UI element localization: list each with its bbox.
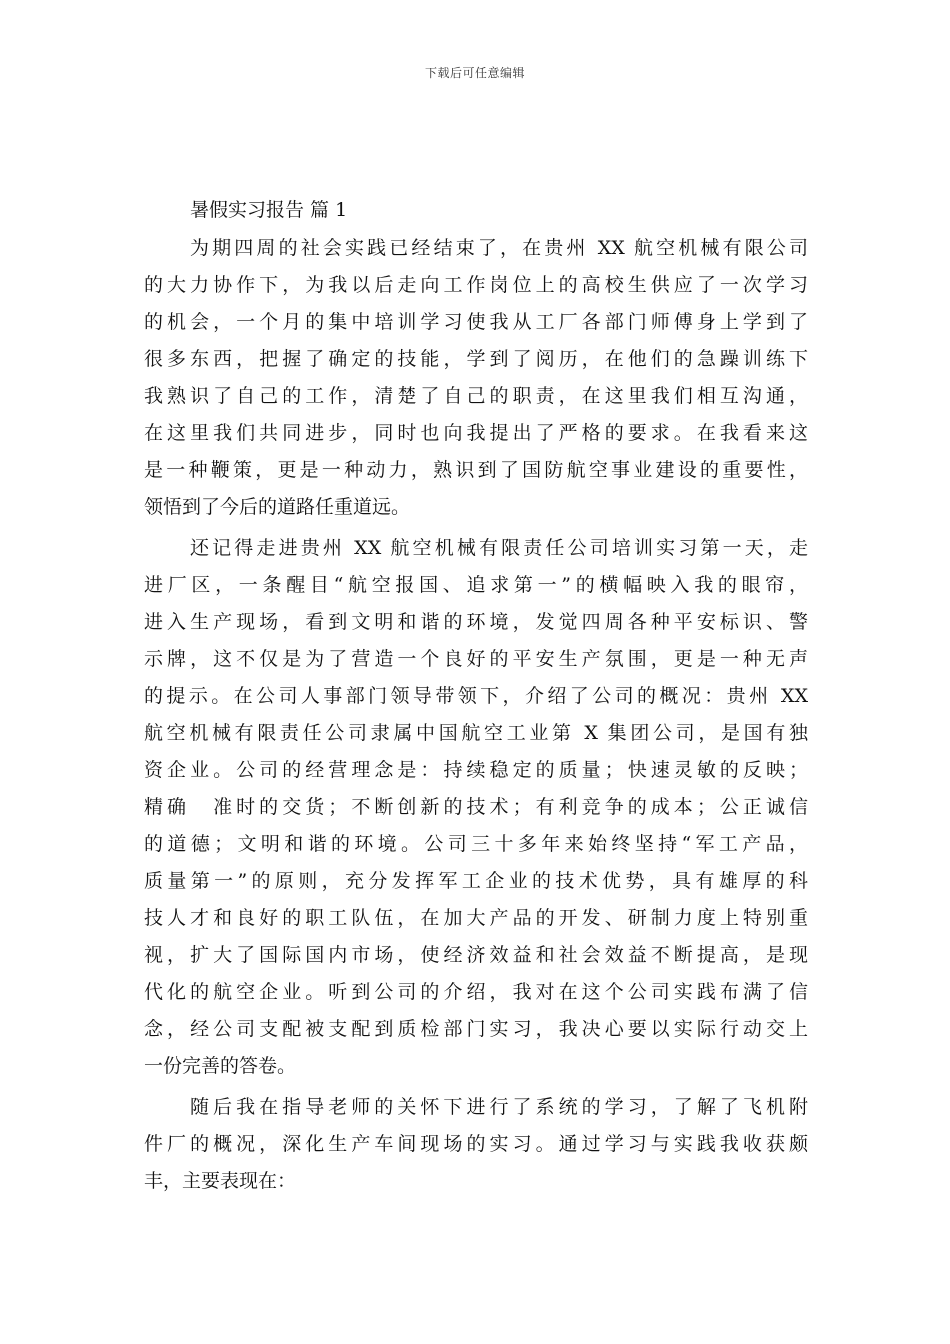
paragraph-1	[144, 230, 808, 526]
paragraph-3	[144, 1089, 808, 1200]
paragraph-line: 在这里我们共同进步，同时也向我提出了严格的要求。在我看来这	[144, 422, 808, 444]
paragraph-line: 念，经公司支配被支配到质检部门实习，我决心要以实际行动交上	[144, 1018, 808, 1040]
paragraph-line: 精确 准时的交货；不断创新的技术；有利竞争的成本；公正诚信	[144, 796, 808, 818]
paragraph-line: 的大力协作下，为我以后走向工作岗位上的高校生供应了一次学习	[144, 274, 808, 296]
paragraph-line: 视，扩大了国际国内市场，使经济效益和社会效益不断提高，是现	[144, 944, 808, 966]
paragraph-line: 进入生产现场，看到文明和谐的环境，发觉四周各种平安标识、警	[144, 611, 808, 633]
paragraph-line: 资企业。公司的经营理念是：持续稳定的质量；快速灵敏的反映；	[144, 759, 808, 781]
paragraph-line: 随后我在指导老师的关怀下进行了系统的学习，了解了飞机附	[190, 1096, 808, 1118]
paragraph-line: 的道德；文明和谐的环境。公司三十多年来始终坚持“军工产品，	[144, 833, 808, 855]
paragraph-line: 技人才和良好的职工队伍，在加大产品的开发、研制力度上特别重	[144, 907, 808, 929]
paragraph-line: 的提示。在公司人事部门领导带领下，介绍了公司的概况：贵州 XX	[144, 685, 808, 707]
report-title: 暑假实习报告 篇 1	[190, 199, 348, 221]
paragraph-line: 为期四周的社会实践已经结束了，在贵州 XX 航空机械有限公司	[190, 237, 808, 259]
paragraph-line: 代化的航空企业。听到公司的介绍，我对在这个公司实践布满了信	[144, 981, 808, 1003]
paragraph-line: 还记得走进贵州 XX 航空机械有限责任公司培训实习第一天，走	[190, 537, 808, 559]
paragraph-line: 件厂的概况，深化生产车间现场的实习。通过学习与实践我收获颇	[144, 1133, 808, 1155]
document-body	[144, 192, 808, 1204]
paragraph-2	[144, 530, 808, 1085]
paragraph-line: 领悟到了今后的道路任重道远。	[144, 496, 411, 518]
paragraph-line: 一份完善的答卷。	[144, 1055, 297, 1077]
page-header: 下载后可任意编辑	[424, 66, 525, 80]
paragraph-line: 的机会，一个月的集中培训学习使我从工厂各部门师傅身上学到了	[144, 311, 808, 333]
paragraph-line: 很多东西，把握了确定的技能，学到了阅历，在他们的急躁训练下	[144, 348, 808, 370]
paragraph-line: 是一种鞭策，更是一种动力，熟识到了国防航空事业建设的重要性，	[144, 459, 808, 481]
paragraph-line: 航空机械有限责任公司隶属中国航空工业第 X 集团公司，是国有独	[144, 722, 808, 744]
paragraph-line: 进厂区，一条醒目“航空报国、追求第一”的横幅映入我的眼帘，	[144, 574, 808, 596]
paragraph-line: 丰，主要表现在：	[144, 1170, 297, 1192]
paragraph-line: 我熟识了自己的工作，清楚了自己的职责，在这里我们相互沟通，	[144, 385, 808, 407]
paragraph-line: 示牌，这不仅是为了营造一个良好的平安生产氛围，更是一种无声	[144, 648, 808, 670]
paragraph-line: 质量第一”的原则，充分发挥军工企业的技术优势，具有雄厚的科	[144, 870, 808, 892]
